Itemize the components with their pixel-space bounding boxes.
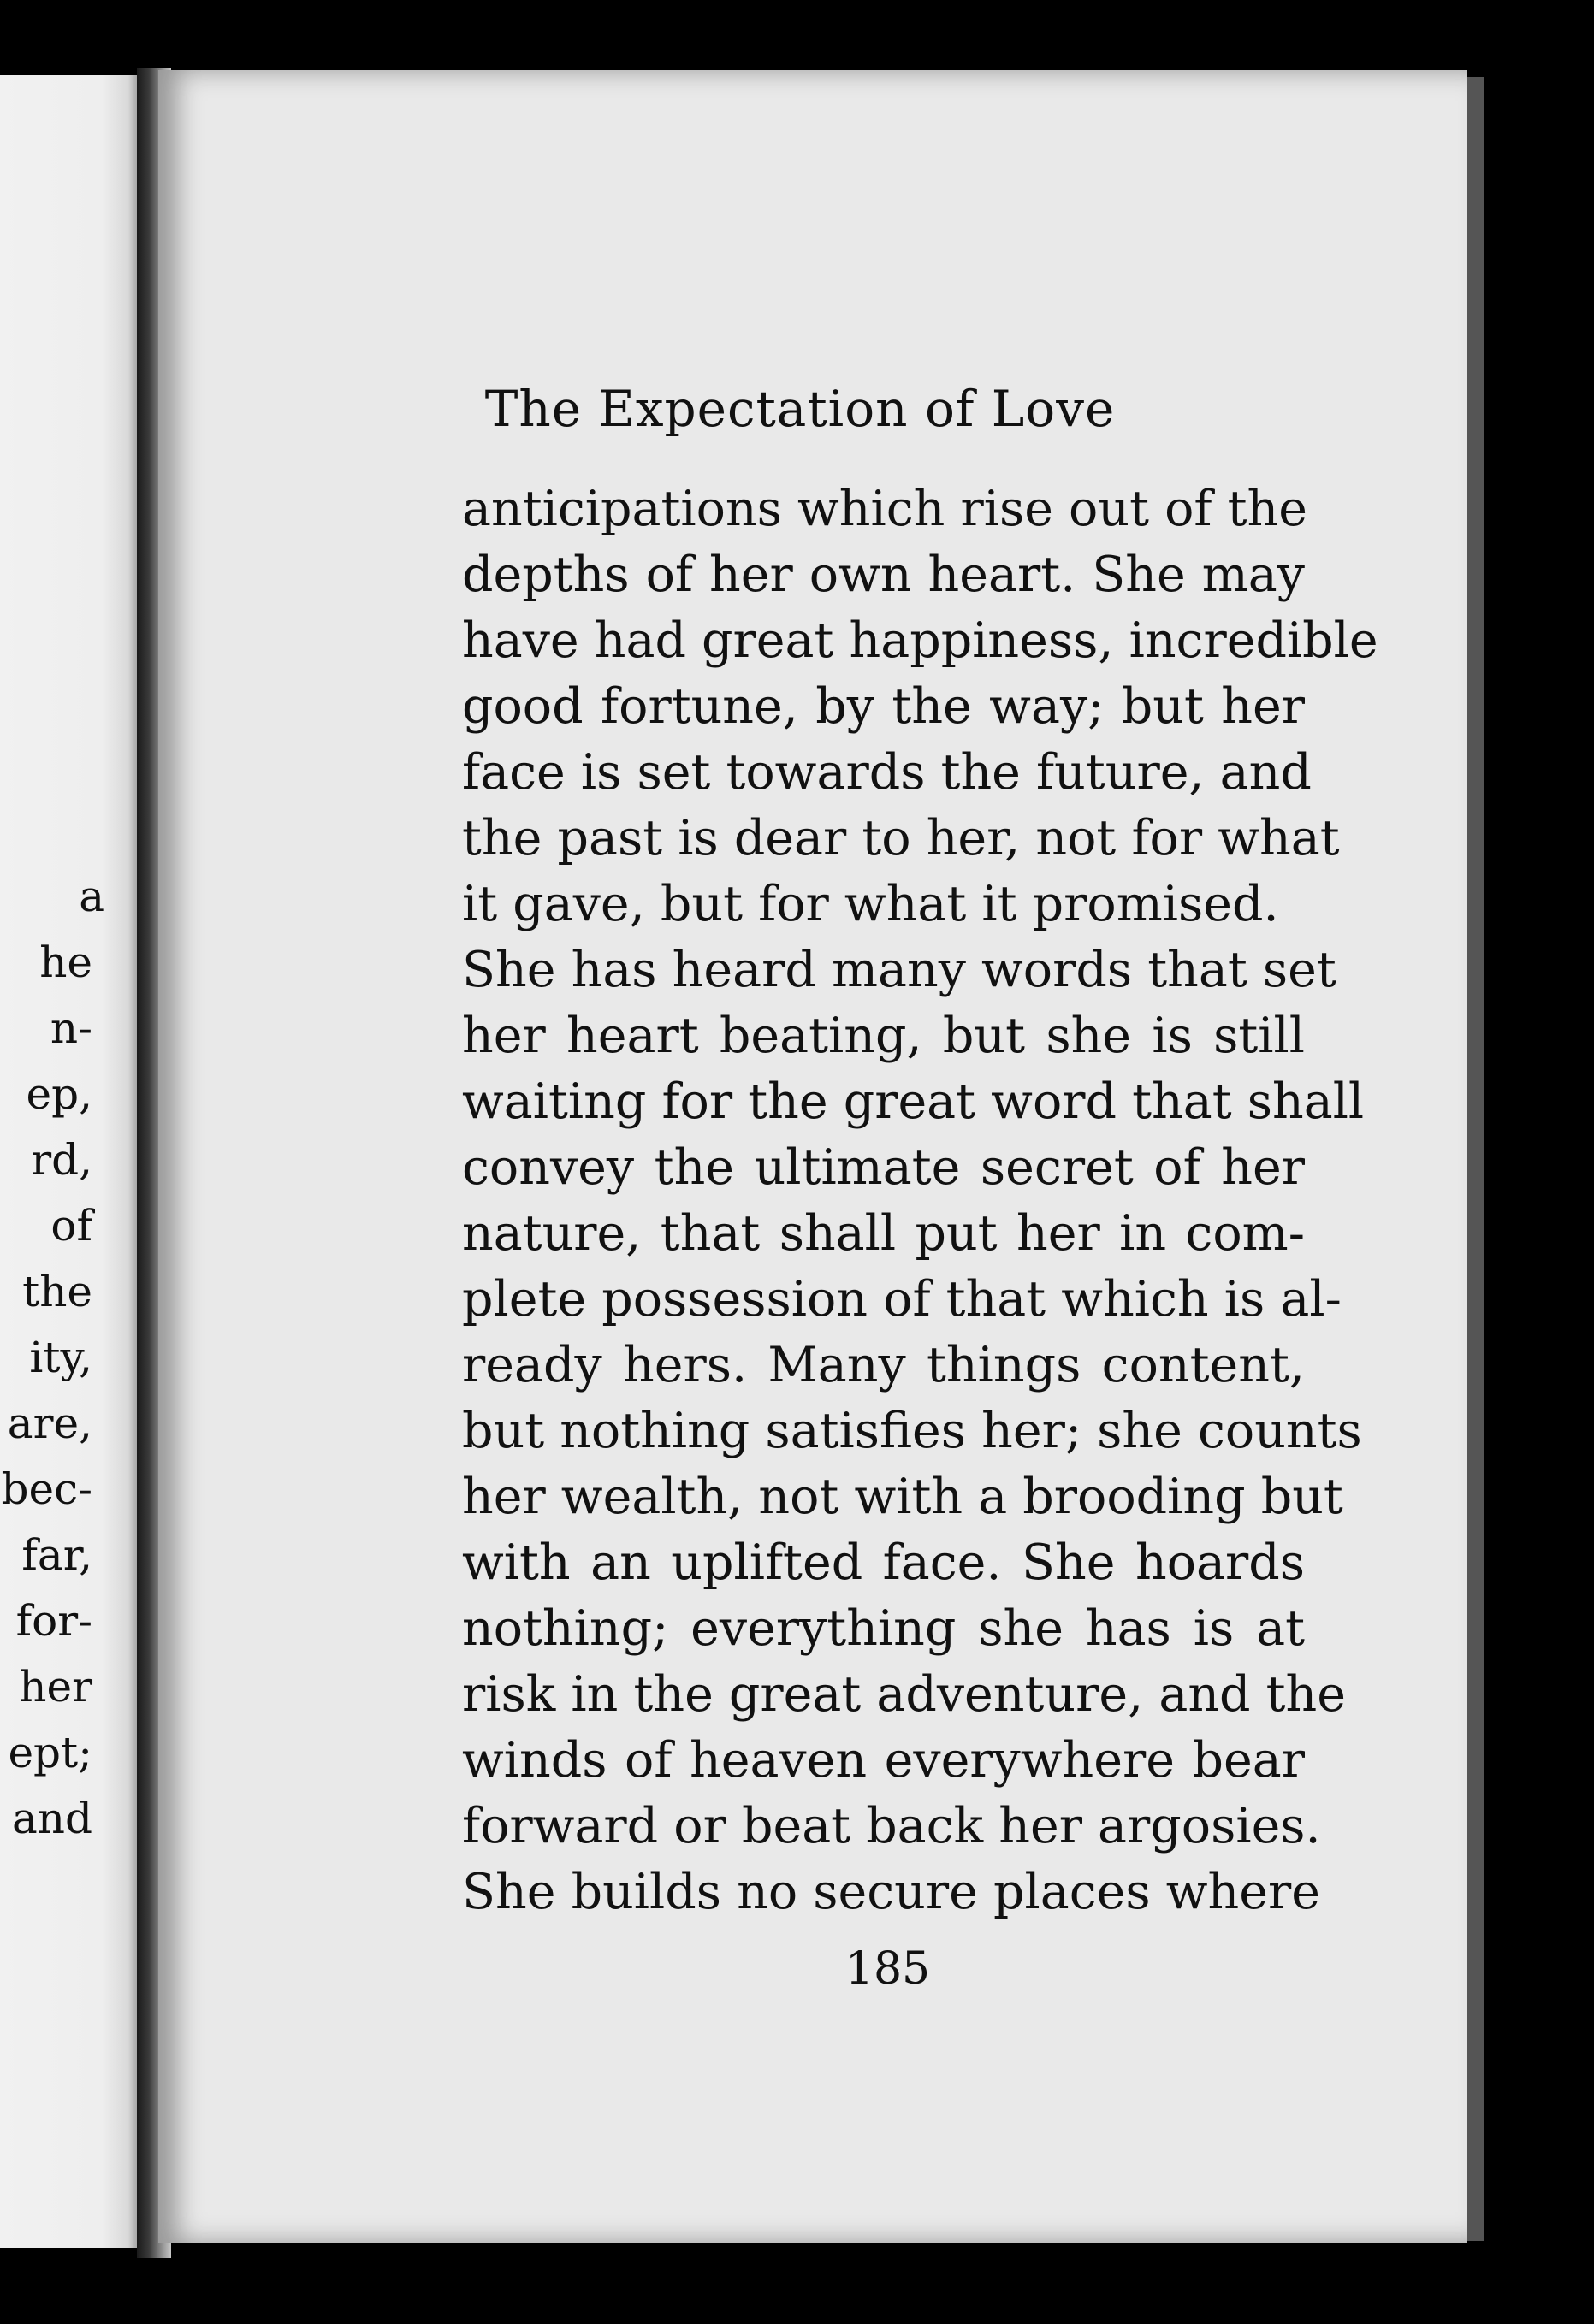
body-text-line: forward or beat back her argosies. [462, 1798, 1321, 1854]
body-text-line: She has heard many words that set [462, 942, 1336, 998]
left-page-line: n- [50, 1003, 92, 1053]
page-number: 185 [844, 1943, 931, 1995]
body-text-line: nothing; everything she has is at [462, 1600, 1305, 1657]
previous-page-edge [0, 75, 145, 2248]
left-page-line: for- [15, 1596, 92, 1646]
body-text-line: ready hers. Many things content, [462, 1337, 1305, 1393]
left-page-line: are, [7, 1399, 92, 1448]
running-head: The Expectation of Love [484, 380, 1116, 438]
book-page [158, 70, 1467, 2243]
body-text-line: waiting for the great word that shall [462, 1073, 1365, 1130]
body-text-line: nature, that shall put her in com- [462, 1205, 1305, 1262]
body-text-line: anticipations which rise out of the [462, 481, 1307, 537]
body-text-line: have had great happiness, incredible [462, 612, 1378, 669]
body-text-line: winds of heaven everywhere bear [462, 1732, 1305, 1789]
left-page-line: he [39, 937, 92, 987]
body-text-line: but nothing satisfies her; she counts [462, 1403, 1362, 1459]
body-text-line: depths of her own heart. She may [462, 547, 1305, 603]
body-text-line: her wealth, not with a brooding but [462, 1469, 1343, 1525]
body-text-line: convey the ultimate secret of her [462, 1139, 1305, 1196]
left-page-line: ept; [8, 1728, 92, 1777]
left-page-line: a [79, 872, 104, 921]
left-page-line: the [22, 1267, 92, 1316]
body-text-line: her heart beating, but she is still [462, 1008, 1305, 1064]
body-text-line: face is set towards the future, and [462, 744, 1312, 801]
left-page-line: rd, [31, 1135, 92, 1185]
body-text-line: good fortune, by the way; but her [462, 678, 1305, 735]
left-page-line: bec- [1, 1464, 92, 1514]
left-page-line: her [19, 1662, 92, 1712]
page-edge-shadow [1467, 77, 1484, 2241]
body-text-line: with an uplifted face. She hoards [462, 1535, 1305, 1591]
left-page-line: ity, [29, 1333, 92, 1382]
left-page-line: of [50, 1201, 92, 1251]
body-text-line: risk in the great adventure, and the [462, 1666, 1346, 1723]
body-text-line: She builds no secure places where [462, 1864, 1320, 1920]
body-text-line: the past is dear to her, not for what [462, 810, 1340, 866]
left-page-line: far, [21, 1530, 92, 1580]
body-text-line: plete possession of that which is al- [462, 1271, 1342, 1328]
body-text-line: it gave, but for what it promised. [462, 876, 1279, 932]
left-page-line: and [11, 1794, 92, 1843]
left-page-line: ep, [26, 1069, 92, 1119]
